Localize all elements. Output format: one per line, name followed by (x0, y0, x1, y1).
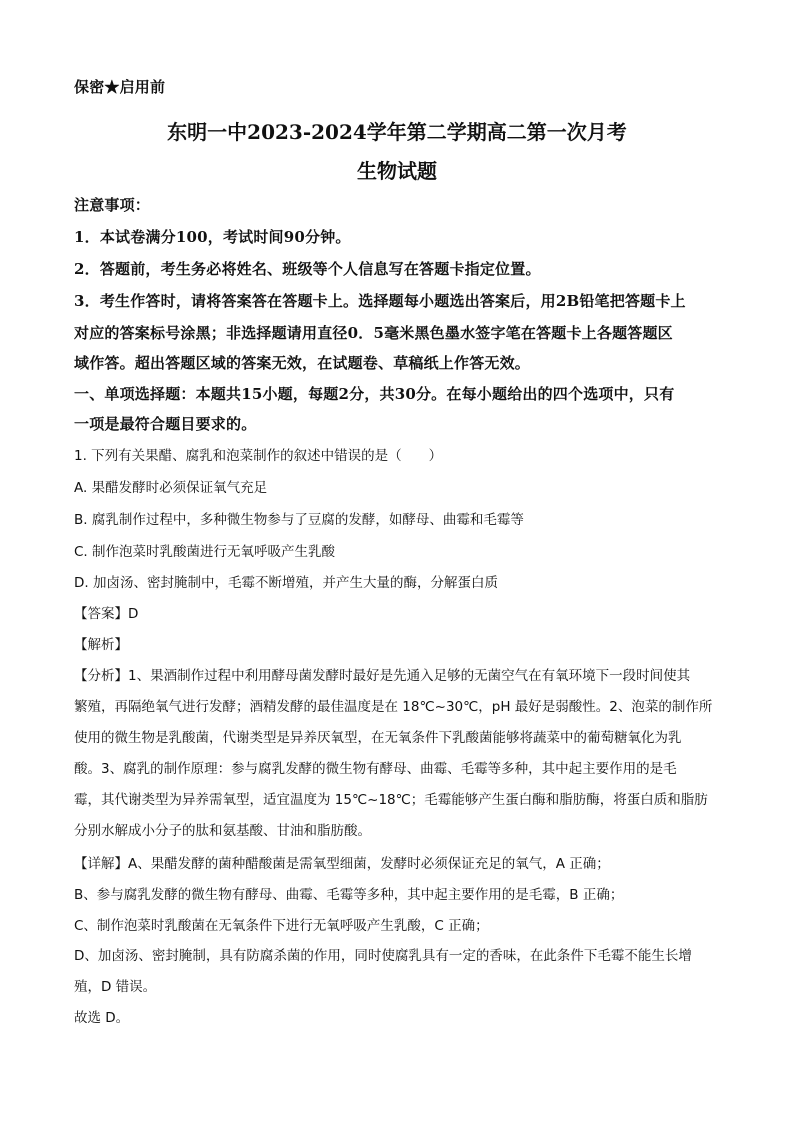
analysis-line-1: 【分析】1、果酒制作过程中利用酵母菌发酵时最好是先通入足够的无菌空气在有氧环境下一段时间使其 (74, 668, 691, 684)
option-a: A. 果醋发酵时必须保证氧气充足 (74, 480, 268, 496)
detail-line-5: 殖，D 错误。 (74, 979, 157, 995)
note-item-3-cont-2: 域作答。超出答题区域的答案无效，在试题卷、草稿纸上作答无效。 (74, 354, 531, 372)
analysis-line-3: 使用的微生物是乳酸菌，代谢类型是异养厌氧型，在无氧条件下乳酸菌能够将蔬菜中的葡萄糖氧化为乳 (74, 730, 682, 746)
exam-subtitle: 生物试题 (357, 159, 437, 183)
analysis-line-4: 酸。3、腐乳的制作原理：参与腐乳发酵的微生物有酵母、曲霉、毛霉等多种，其中起主要作用的是毛 (74, 761, 677, 777)
analysis-label: 【解析】 (74, 637, 128, 653)
analysis-line-2: 繁殖，再隔绝氧气进行发酵；酒精发酵的最佳温度是在 18℃~30℃，pH 最好是弱酸性。2、泡菜的制作所 (74, 699, 713, 715)
secret-label: 保密★启用前 (74, 78, 166, 96)
note-item-1: 1．本试卷满分100，考试时间90分钟。 (74, 228, 351, 246)
option-b: B. 腐乳制作过程中，多种微生物参与了豆腐的发酵，如酵母、曲霉和毛霉等 (74, 512, 524, 528)
analysis-line-5: 霉，其代谢类型为异养需氧型，适宜温度为 15℃~18℃；毛霉能够产生蛋白酶和脂肪酶，将蛋白质和脂肪 (74, 792, 708, 808)
option-c: C. 制作泡菜时乳酸菌进行无氧呼吸产生乳酸 (74, 544, 336, 560)
section-heading-line-1: 一、单项选择题：本题共15小题，每题2分，共30分。在每小题给出的四个选项中，只有 (74, 385, 675, 403)
note-item-3: 3．考生作答时，请将答案答在答题卡上。选择题每小题选出答案后，用2B铅笔把答题卡上 (74, 292, 686, 310)
note-item-2: 2．答题前，考生务必将姓名、班级等个人信息写在答题卡指定位置。 (74, 260, 541, 278)
detail-line-2: B、参与腐乳发酵的微生物有酵母、曲霉、毛霉等多种，其中起主要作用的是毛霉，B 正确； (74, 887, 624, 903)
answer-label: 【答案】D (74, 606, 139, 622)
notes-heading: 注意事项： (74, 196, 151, 214)
section-heading-line-2: 一项是最符合题目要求的。 (74, 415, 257, 433)
question-stem: 1. 下列有关果醋、腐乳和泡菜制作的叙述中错误的是（ ） (74, 448, 443, 464)
option-d: D. 加卤汤、密封腌制中，毛霉不断增殖，并产生大量的酶，分解蛋白质 (74, 575, 498, 591)
analysis-line-6: 分别水解成小分子的肽和氨基酸、甘油和脂肪酸。 (74, 823, 371, 839)
note-item-3-cont-1: 对应的答案标号涂黑；非选择题请用直径0．5毫米黑色墨水签字笔在答题卡上各题答题区 (74, 324, 673, 342)
detail-line-4: D、加卤汤、密封腌制，具有防腐杀菌的作用，同时使腐乳具有一定的香味，在此条件下毛霉不能生长增 (74, 948, 692, 964)
detail-line-1: 【详解】A、果醋发酵的菌种醋酸菌是需氧型细菌，发酵时必须保证充足的氧气，A 正确； (74, 856, 610, 872)
exam-title: 东明一中2023-2024学年第二学期高二第一次月考 (167, 120, 627, 144)
detail-line-3: C、制作泡菜时乳酸菌在无氧条件下进行无氧呼吸产生乳酸，C 正确； (74, 918, 489, 934)
detail-line-6: 故选 D。 (74, 1010, 130, 1026)
